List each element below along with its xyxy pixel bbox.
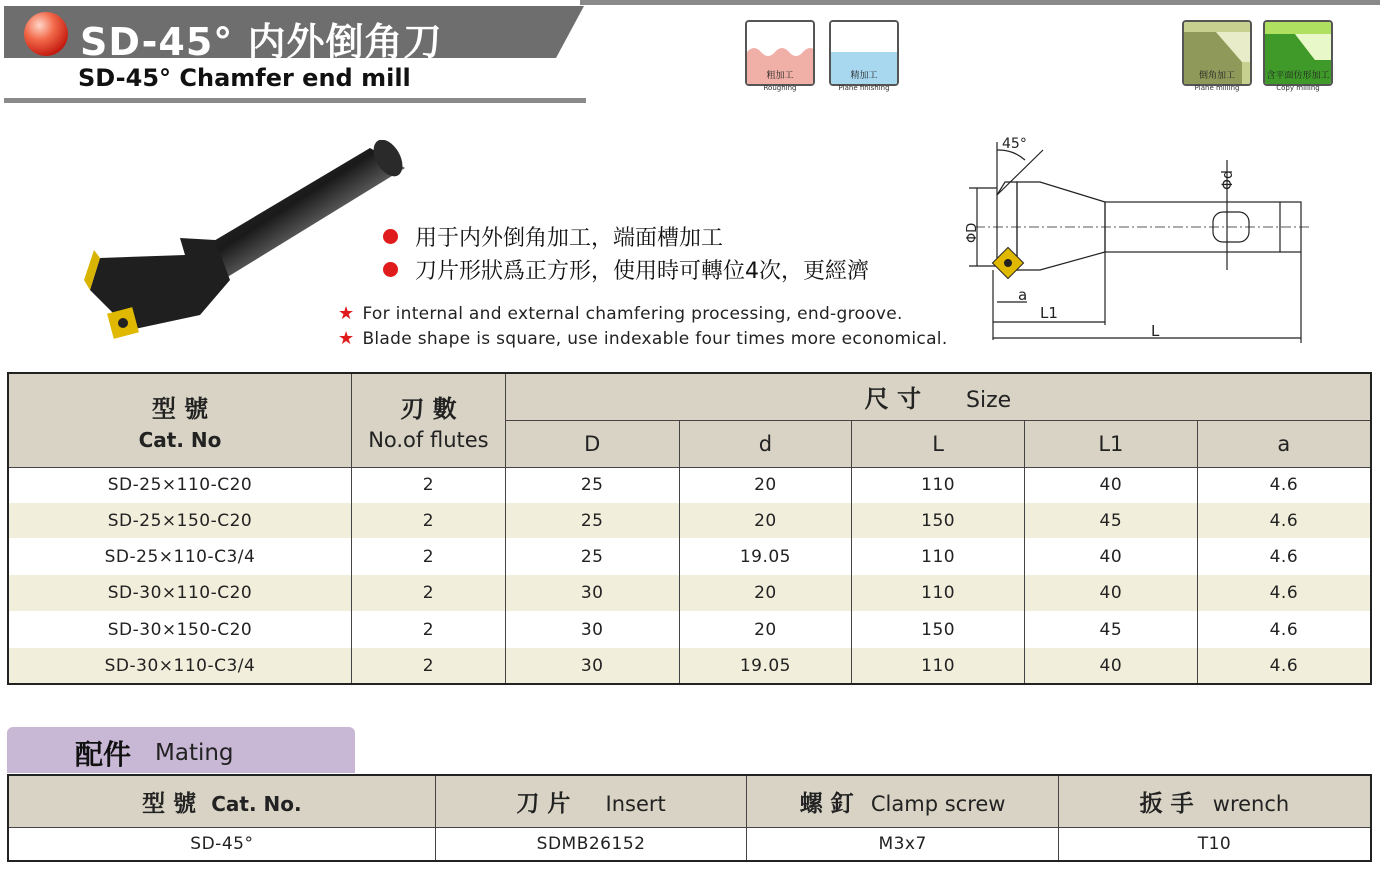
mating-cat-cn: 型 號 bbox=[142, 790, 197, 817]
L-cell: 110 bbox=[852, 575, 1025, 611]
feature-cn-1-text: 用于内外倒角加工，端面槽加工 bbox=[415, 226, 724, 251]
d-label: Φd bbox=[1220, 170, 1236, 190]
L-cell: 110 bbox=[852, 538, 1025, 575]
flutes-cell: 2 bbox=[352, 611, 506, 648]
D-label: ΦD bbox=[965, 222, 980, 243]
mating-wrench-en: wrench bbox=[1212, 791, 1290, 816]
L-cell: 150 bbox=[852, 503, 1025, 538]
mating-wrench-cell: T10 bbox=[1058, 827, 1371, 861]
feature-en-1-text: For internal and external chamfering processing, end-groove. bbox=[362, 303, 903, 324]
D-cell: 25 bbox=[505, 538, 679, 575]
bullet-dot-icon bbox=[383, 229, 398, 244]
mating-screw-en: Clamp screw bbox=[870, 791, 1006, 816]
D-cell: 25 bbox=[505, 503, 679, 538]
flutes-header bbox=[352, 373, 506, 467]
chamfer-milling-icon bbox=[1182, 20, 1252, 86]
d-cell: 20 bbox=[679, 503, 852, 538]
a-cell: 4.6 bbox=[1197, 467, 1371, 503]
feature-en-2-text: Blade shape is square, use indexable four times more economical. bbox=[362, 328, 948, 349]
mating-wrench-header bbox=[1058, 775, 1371, 827]
mating-tab bbox=[7, 727, 355, 773]
cat-cell: SD-25×110-C20 bbox=[8, 467, 352, 503]
cat-header bbox=[8, 373, 352, 467]
cat-cell: SD-30×110-C20 bbox=[8, 575, 352, 611]
cat-header-cn: 型 號 bbox=[151, 394, 209, 423]
flutes-cell: 2 bbox=[352, 648, 506, 684]
L1-label: L1 bbox=[1040, 304, 1058, 322]
col-L1-header: L1 bbox=[1025, 420, 1198, 467]
technical-drawing bbox=[955, 130, 1315, 350]
col-d-header: d bbox=[679, 420, 852, 467]
col-D-header: D bbox=[505, 420, 679, 467]
top-rule bbox=[580, 0, 1380, 5]
feature-cn-2 bbox=[383, 254, 869, 285]
size-header-en: Size bbox=[966, 388, 1012, 414]
L-cell: 150 bbox=[852, 611, 1025, 648]
feature-cn-2-text: 刀片形狀爲正方形，使用時可轉位4次，更經濟 bbox=[415, 259, 869, 284]
mating-insert-header bbox=[435, 775, 747, 827]
subtitle-rule bbox=[4, 98, 586, 103]
feature-en-1 bbox=[338, 303, 903, 324]
D-cell: 30 bbox=[505, 611, 679, 648]
feature-en-2 bbox=[338, 328, 948, 349]
table-row bbox=[8, 611, 1371, 648]
mating-table bbox=[7, 774, 1372, 862]
a-cell: 4.6 bbox=[1197, 648, 1371, 684]
red-ball-icon bbox=[24, 12, 68, 56]
flutes-cell: 2 bbox=[352, 467, 506, 503]
mating-cat-header bbox=[8, 775, 435, 827]
table-row bbox=[8, 503, 1371, 538]
chamfer-label: 倒角加工 bbox=[1198, 71, 1235, 81]
table-row bbox=[8, 467, 1371, 503]
flutes-cell: 2 bbox=[352, 575, 506, 611]
cat-cell: SD-25×110-C3/4 bbox=[8, 538, 352, 575]
L-label: L bbox=[1151, 322, 1160, 340]
D-cell: 30 bbox=[505, 648, 679, 684]
flutes-cell: 2 bbox=[352, 538, 506, 575]
size-header bbox=[505, 373, 1371, 420]
cat-header-en: Cat. No bbox=[138, 427, 222, 452]
table-row bbox=[8, 827, 1371, 861]
finishing-icon bbox=[829, 20, 899, 86]
a-label: a bbox=[1018, 286, 1028, 304]
table-row bbox=[8, 575, 1371, 611]
col-L-header: L bbox=[852, 420, 1025, 467]
L1-cell: 40 bbox=[1025, 648, 1198, 684]
L1-cell: 45 bbox=[1025, 503, 1198, 538]
flutes-header-cn: 刃 數 bbox=[400, 394, 457, 423]
col-a-header: a bbox=[1197, 420, 1371, 467]
a-cell: 4.6 bbox=[1197, 503, 1371, 538]
mating-screw-cn: 螺 釘 bbox=[799, 790, 854, 817]
table-row bbox=[8, 648, 1371, 684]
mating-insert-cell: SDMB26152 bbox=[435, 827, 747, 861]
roughing-label: 粗加工 bbox=[766, 71, 794, 81]
spec-table bbox=[7, 372, 1372, 685]
mating-insert-cn: 刀 片 bbox=[516, 790, 571, 817]
copy-label: 含平面仿形加工 bbox=[1266, 71, 1330, 81]
mating-insert-en: Insert bbox=[605, 791, 666, 816]
a-cell: 4.6 bbox=[1197, 538, 1371, 575]
table-row bbox=[8, 538, 1371, 575]
finishing-label: 精加工 bbox=[850, 71, 878, 81]
size-header-cn: 尺 寸 bbox=[864, 385, 921, 414]
feature-cn-1 bbox=[383, 221, 723, 252]
finishing-en: Plane finishing bbox=[838, 84, 890, 92]
roughing-icon bbox=[745, 20, 815, 86]
star-icon: ★ bbox=[338, 303, 355, 324]
d-cell: 20 bbox=[679, 575, 852, 611]
cat-cell: SD-25×150-C20 bbox=[8, 503, 352, 538]
mating-cat-cell: SD-45° bbox=[8, 827, 435, 861]
mating-screw-header bbox=[747, 775, 1059, 827]
d-cell: 20 bbox=[679, 467, 852, 503]
mating-screw-cell: M3x7 bbox=[747, 827, 1059, 861]
title-banner bbox=[4, 6, 584, 64]
L1-cell: 40 bbox=[1025, 467, 1198, 503]
bullet-dot-icon bbox=[383, 262, 398, 277]
mating-tab-cn: 配件 bbox=[75, 738, 132, 771]
angle-label: 45° bbox=[1002, 136, 1027, 152]
d-cell: 20 bbox=[679, 611, 852, 648]
d-cell: 19.05 bbox=[679, 648, 852, 684]
L1-cell: 40 bbox=[1025, 538, 1198, 575]
mating-wrench-cn: 扳 手 bbox=[1139, 790, 1194, 817]
L1-cell: 40 bbox=[1025, 575, 1198, 611]
chamfer-en: Plane milling bbox=[1194, 84, 1240, 92]
a-cell: 4.6 bbox=[1197, 611, 1371, 648]
mating-tab-en: Mating bbox=[155, 740, 234, 766]
star-icon: ★ bbox=[338, 328, 355, 349]
L1-cell: 45 bbox=[1025, 611, 1198, 648]
copy-milling-icon bbox=[1263, 20, 1333, 86]
D-cell: 30 bbox=[505, 575, 679, 611]
flutes-header-en: No.of flutes bbox=[368, 427, 489, 452]
roughing-en: Roughing bbox=[763, 84, 797, 92]
d-cell: 19.05 bbox=[679, 538, 852, 575]
cat-cell: SD-30×150-C20 bbox=[8, 611, 352, 648]
flutes-cell: 2 bbox=[352, 503, 506, 538]
L-cell: 110 bbox=[852, 467, 1025, 503]
L-cell: 110 bbox=[852, 648, 1025, 684]
D-cell: 25 bbox=[505, 467, 679, 503]
mating-cat-en: Cat. No. bbox=[211, 791, 302, 816]
page-subtitle: SD-45° Chamfer end mill bbox=[78, 64, 411, 92]
a-cell: 4.6 bbox=[1197, 575, 1371, 611]
copy-en: Copy milling bbox=[1276, 84, 1320, 92]
cat-cell: SD-30×110-C3/4 bbox=[8, 648, 352, 684]
page-title: SD-45° 内外倒角刀 bbox=[80, 20, 443, 64]
